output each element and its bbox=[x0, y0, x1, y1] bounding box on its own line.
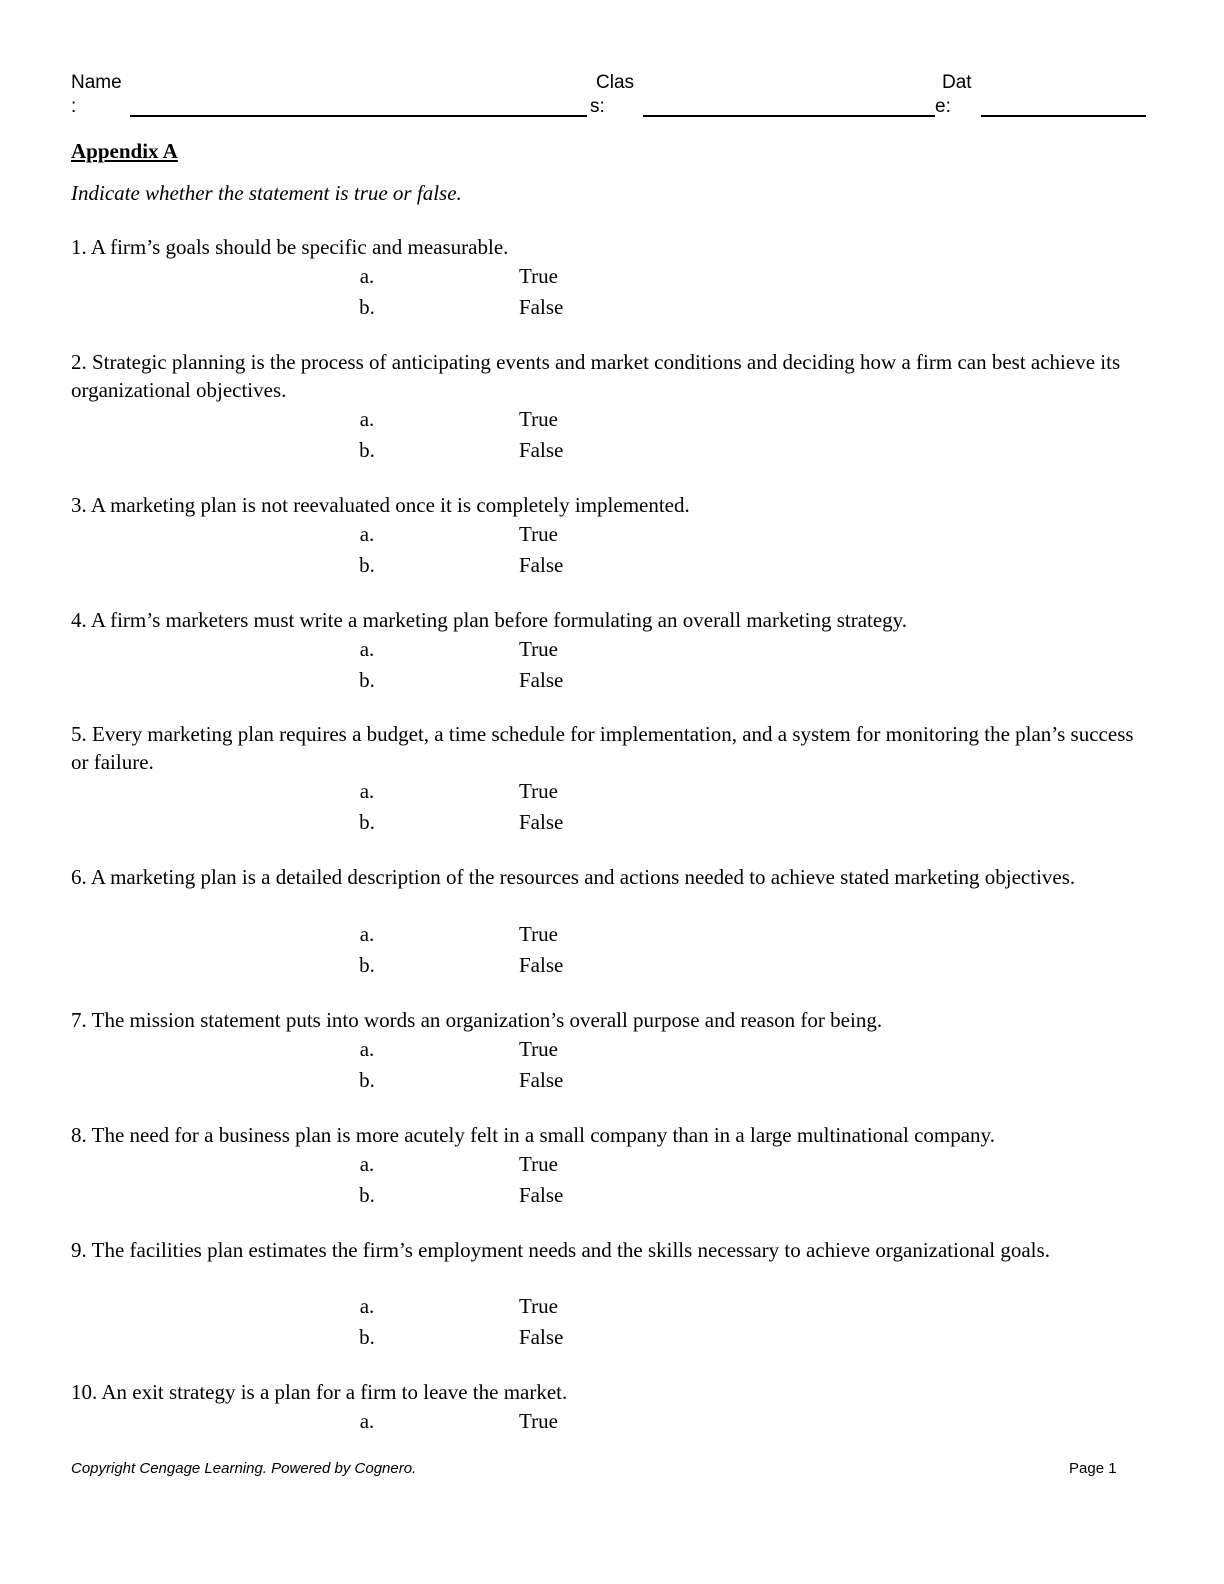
option-letter-b: b. bbox=[359, 668, 375, 692]
name-field[interactable] bbox=[130, 115, 587, 117]
option-letter-a: a. bbox=[359, 264, 375, 288]
option-letter-a: a. bbox=[359, 1037, 375, 1061]
option-letter-b: b. bbox=[359, 553, 375, 577]
option-true[interactable]: True bbox=[519, 1294, 558, 1318]
date-label-suffix: e: bbox=[935, 96, 951, 117]
option-true[interactable]: True bbox=[519, 1152, 558, 1176]
option-true[interactable]: True bbox=[519, 264, 558, 288]
option-letter-a: a. bbox=[359, 779, 375, 803]
option-false[interactable]: False bbox=[519, 438, 564, 462]
option-false[interactable]: False bbox=[519, 668, 564, 692]
option-letter-a: a. bbox=[359, 637, 375, 661]
question-9: 9. The facilities plan estimates the firm’s employment needs and the skills necessary to achieve organizational goals. bbox=[71, 1238, 1050, 1262]
option-letter-b: b. bbox=[359, 1183, 375, 1207]
option-letter-a: a. bbox=[359, 922, 375, 946]
option-letter-a: a. bbox=[359, 1294, 375, 1318]
option-false[interactable]: False bbox=[519, 953, 564, 977]
option-false[interactable]: False bbox=[519, 1068, 564, 1092]
instructions: Indicate whether the statement is true or false. bbox=[71, 181, 462, 205]
option-false[interactable]: False bbox=[519, 810, 564, 834]
question-7: 7. The mission statement puts into words an organization’s overall purpose and reason for being. bbox=[71, 1008, 883, 1032]
question-3: 3. A marketing plan is not reevaluated once it is completely implemented. bbox=[71, 493, 690, 517]
question-10: 10. An exit strategy is a plan for a firm to leave the market. bbox=[71, 1380, 568, 1404]
option-letter-a: a. bbox=[359, 407, 375, 431]
option-true[interactable]: True bbox=[519, 1409, 558, 1433]
class-label-suffix: s: bbox=[590, 96, 605, 117]
page-number: Page 1 bbox=[1069, 1460, 1117, 1477]
option-false[interactable]: False bbox=[519, 295, 564, 319]
question-4: 4. A firm’s marketers must write a marketing plan before formulating an overall marketing strategy. bbox=[71, 608, 908, 632]
question-5: 5. Every marketing plan requires a budget, a time schedule for implementation, and a system for monitoring the plan’s success or failure. bbox=[71, 722, 1134, 774]
option-false[interactable]: False bbox=[519, 1183, 564, 1207]
option-true[interactable]: True bbox=[519, 522, 558, 546]
option-letter-b: b. bbox=[359, 438, 375, 462]
option-letter-a: a. bbox=[359, 1409, 375, 1433]
option-false[interactable]: False bbox=[519, 1325, 564, 1349]
question-1: 1. A firm’s goals should be specific and measurable. bbox=[71, 235, 509, 259]
question-6: 6. A marketing plan is a detailed description of the resources and actions needed to achieve stated marketing objectives. bbox=[71, 865, 1076, 889]
date-field[interactable] bbox=[981, 115, 1146, 117]
option-letter-a: a. bbox=[359, 522, 375, 546]
option-letter-b: b. bbox=[359, 953, 375, 977]
option-true[interactable]: True bbox=[519, 407, 558, 431]
footer-copyright: Copyright Cengage Learning. Powered by Cognero. bbox=[71, 1460, 417, 1477]
name-label: Name bbox=[71, 72, 122, 93]
option-letter-b: b. bbox=[359, 295, 375, 319]
question-2: 2. Strategic planning is the process of anticipating events and market conditions and deciding how a firm can best achieve its organizational objectives. bbox=[71, 350, 1121, 402]
question-8: 8. The need for a business plan is more acutely felt in a small company than in a large multinational company. bbox=[71, 1123, 995, 1147]
option-true[interactable]: True bbox=[519, 779, 558, 803]
option-true[interactable]: True bbox=[519, 922, 558, 946]
option-false[interactable]: False bbox=[519, 553, 564, 577]
option-true[interactable]: True bbox=[519, 1037, 558, 1061]
option-letter-b: b. bbox=[359, 810, 375, 834]
option-letter-b: b. bbox=[359, 1325, 375, 1349]
class-field[interactable] bbox=[643, 115, 935, 117]
option-letter-b: b. bbox=[359, 1068, 375, 1092]
class-label: Clas bbox=[596, 72, 635, 93]
name-label-colon: : bbox=[71, 96, 77, 117]
option-letter-a: a. bbox=[359, 1152, 375, 1176]
date-label: Dat bbox=[942, 72, 972, 93]
option-true[interactable]: True bbox=[519, 637, 558, 661]
page-title: Appendix A bbox=[71, 139, 178, 163]
